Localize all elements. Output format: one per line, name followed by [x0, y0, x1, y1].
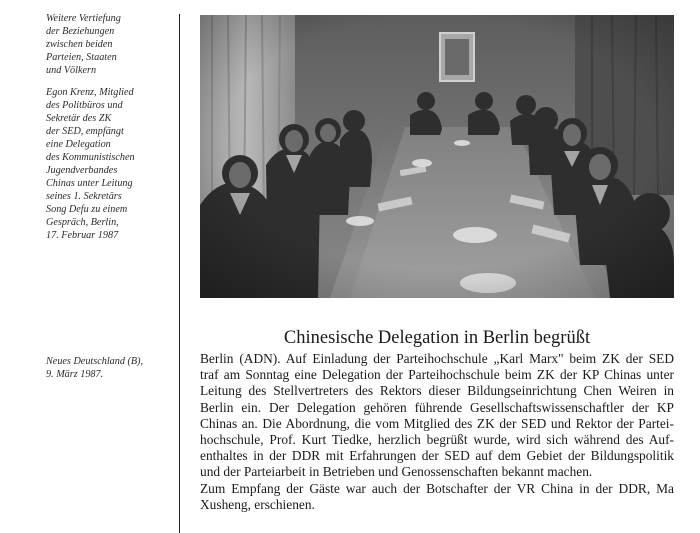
- caption-line: Sekretär des ZK: [46, 113, 112, 124]
- caption-line: eine Delegation: [46, 139, 111, 150]
- caption-line: Song Defu zu einem: [46, 204, 128, 215]
- photo-caption: [46, 86, 170, 242]
- article-body: [200, 351, 674, 513]
- caption-line: Chinas unter Leitung: [46, 178, 133, 189]
- caption-line: Egon Krenz, Mitglied: [46, 87, 134, 98]
- caption-line: Gespräch, Berlin,: [46, 217, 119, 228]
- caption-line: zwischen beiden: [46, 39, 113, 50]
- caption-line: Weitere Vertiefung: [46, 13, 121, 24]
- article-line: enthaltes in der DDR mit Erfahrungen der SED auf dem Gebiet der Bildungspolitik: [200, 448, 674, 464]
- article-line: traf am Sonntag eine Delegation der Parteihochschule beim ZK der KP Chinas unter: [200, 367, 674, 383]
- caption-line: der SED, empfängt: [46, 126, 124, 137]
- article-line: und der Parteiarbeit in Betrieben und Genossenschaften bekannt machen.: [200, 464, 593, 480]
- column-divider: [179, 14, 180, 533]
- source-citation: [46, 355, 170, 381]
- article-line: Xusheng, erschienen.: [200, 496, 315, 512]
- caption-line: des Politbüros und: [46, 100, 123, 111]
- caption-line: 9. März 1987.: [46, 369, 104, 380]
- caption-line: des Kommunistischen: [46, 152, 135, 163]
- caption-line: und Völkern: [46, 65, 97, 76]
- caption-line: seines 1. Sekretärs: [46, 191, 122, 202]
- caption-line: 17. Februar 1987: [46, 230, 119, 241]
- article-line: Leitung des Stellvertreters des Rektors dieser Bildungseinrichtung Chen Weiren in: [200, 383, 674, 399]
- delegation-photo: [200, 15, 674, 298]
- article-headline: Chinesische Delegation in Berlin begrüßt: [283, 328, 591, 348]
- article-line: Zum Empfang der Gäste war auch der Botschafter der VR China in der DDR, Ma: [200, 480, 674, 496]
- caption-line: Parteien, Staaten: [46, 52, 117, 63]
- article-line: Chinas an. Die Abordnung, die vom Mitglied des ZK der SED und Rektor der Partei-: [200, 415, 674, 431]
- sidebar: [0, 0, 176, 533]
- caption-line: Neues Deutschland (B),: [46, 356, 144, 367]
- section-caption: [46, 12, 170, 77]
- caption-line: der Beziehungen: [46, 26, 115, 37]
- article-line: hochschule, Prof. Kurt Tiedke, herzlich begrüßt wurde, wird sich während des Auf-: [200, 432, 674, 448]
- article-line: Berlin (ADN). Auf Einladung der Parteihochschule „Karl Marx" beim ZK der SED: [200, 351, 674, 366]
- caption-line: Jugendverbandes: [46, 165, 118, 176]
- article-line: Berlin ein. Der Delegation gehören führende Gesellschaftswissenschaftler der KP: [200, 399, 674, 415]
